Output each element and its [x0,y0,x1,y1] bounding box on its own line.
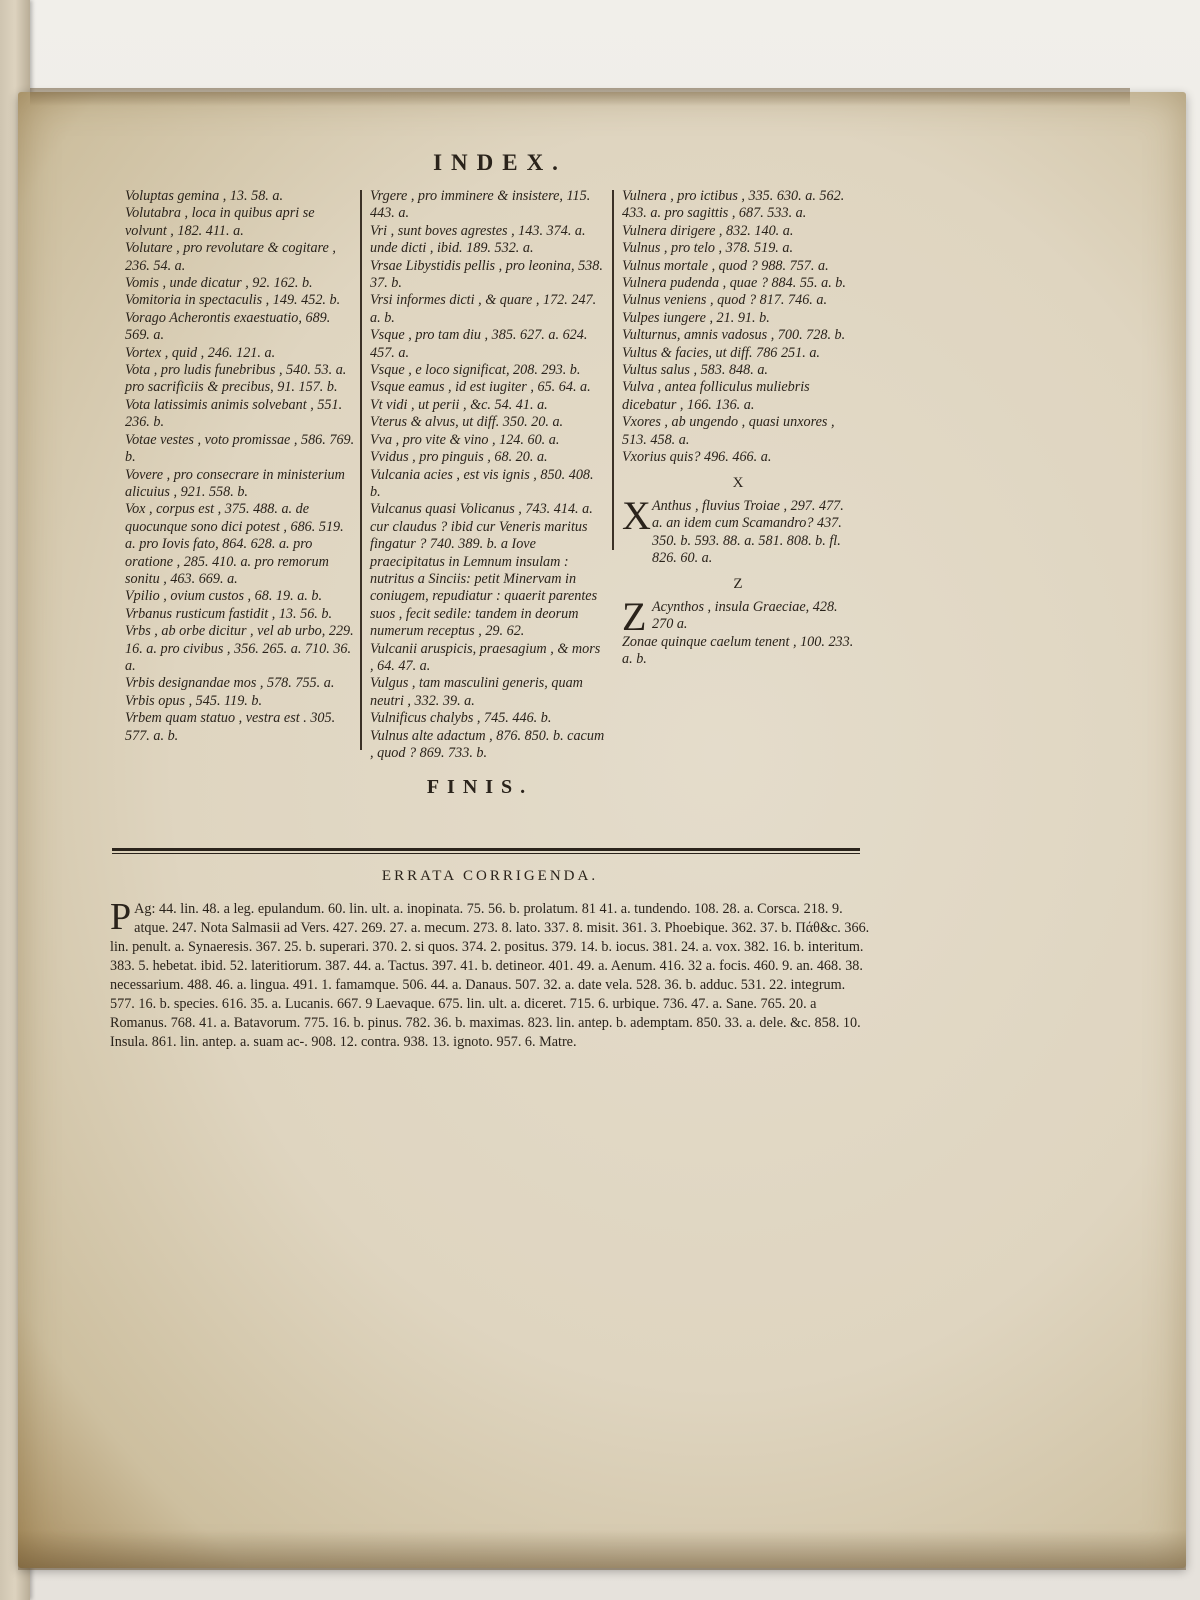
index-entry: Vota , pro ludis funebribus , 540. 53. a. pro sacrificiis & precibus, 91. 157. b. [125,362,347,396]
index-entry: Vulnus veniens , quod ? 817. 746. a. [622,292,828,309]
index-entry: Vrsi informes dicti , & quare , 172. 247. a. b. [370,292,597,326]
index-column-1 [125,188,357,745]
index-entry: Vorago Acherontis exaestuatio, 689. 569. a. [125,309,331,344]
index-entry: Volutabra , loca in quibus apri se volvunt , 182. 411. a. [125,205,315,239]
index-entry: Vultus salus , 583. 848. a. [622,362,768,379]
index-entry: Vrgere , pro imminere & insistere, 115. 443. a. [370,188,591,222]
index-entry: Vrsae Libystidis pellis , pro leonina, 538. 37. b. [370,257,603,292]
index-entry: Vulpes iungere , 21. 91. b. [622,309,770,326]
index-entry: Vsque , e loco significat, 208. 293. b. [370,362,581,379]
section-rule-thin [112,853,860,854]
column-divider-1 [360,190,362,750]
index-entry: Vulnus mortale , quod ? 988. 757. a. [622,257,829,274]
section-letter-z: Z [733,575,743,592]
page-top-shadow [30,88,1130,106]
drop-cap-z: Z [622,593,647,639]
section-letter-x: X [732,474,744,491]
index-entry: Vox , corpus est , 375. 488. a. de quocunque sono dici potest , 686. 519. a. pro Iovis fato, 864. 628. a. pro oratione , 285. 410. a. pro remorum sonitu , 463. 669. a. [125,501,344,587]
index-entry: Vultus & facies, ut diff. 786 251. a. [622,344,820,361]
index-entry: Vrbem quam statuo , vestra est . 305. 577. a. b. [125,710,336,744]
index-entry: Vrbis opus , 545. 119. b. [125,692,263,709]
index-entry: Vulnera dirigere , 832. 140. a. [622,222,794,239]
index-entry: Vri , sunt boves agrestes , 143. 374. a. unde dicti , ibid. 189. 532. a. [370,222,586,257]
drop-cap-x: X [622,492,651,538]
x-entry-text: Anthus , fluvius Troiae , 297. 477. a. an idem cum Scamandro? 437. 350. b. 593. 88. a. 581. 808. b. fl. 826. 60. a. [652,497,844,567]
index-entry: Vrbs , ab orbe dicitur , vel ab urbo, 229. 16. a. pro civibus , 356. 265. a. 710. 36. a. [125,623,354,674]
index-entry: Vulcanii aruspicis, praesagium , & mors , 64. 47. a. [370,640,601,674]
index-entry: Vomis , unde dicatur , 92. 162. b. [125,275,313,292]
index-entry: Vterus & alvus, ut diff. 350. 20. a. [370,414,564,431]
errata-body [110,896,870,1052]
index-entry: Vrbanus rusticum fastidit , 13. 56. b. [125,605,333,622]
index-entry: Vxores , ab ungendo , quasi unxores , 513. 458. a. [622,414,835,448]
index-entry: Vulnificus chalybs , 745. 446. b. [370,710,552,727]
index-entry: Volutare , pro revolutare & cogitare , 236. 54. a. [125,240,336,274]
index-entry: Vomitoria in spectaculis , 149. 452. b. [125,292,341,309]
errata-title: ERRATA CORRIGENDA. [381,868,599,884]
index-entry: Vulva , antea folliculus muliebris dicebatur , 166. 136. a. [622,379,810,413]
index-entry: Vva , pro vite & vino , 124. 60. a. [370,431,560,448]
column-divider-2 [612,190,614,550]
section-rule [112,848,860,851]
index-entry: Zonae quinque caelum tenent , 100. 233. a. b. [622,633,854,668]
index-column-3 [622,188,854,669]
index-entry: Vsque eamus , id est iugiter , 65. 64. a. [370,379,591,396]
index-entry: Vulgus , tam masculini generis, quam neutri , 332. 39. a. [370,675,583,709]
index-entry: Vovere , pro consecrare in ministerium alicuius , 921. 558. b. [125,466,345,500]
index-entry: Vulnus alte adactum , 876. 850. b. cacum , quod ? 869. 733. b. [370,727,605,761]
finis-heading: FINIS. [426,776,534,798]
index-entry: Vt vidi , ut perii , &c. 54. 41. a. [370,396,548,413]
index-entry: Vulnera pudenda , quae ? 884. 55. a. b. [622,275,846,292]
index-title: INDEX. [433,150,567,175]
z-entry [622,593,854,639]
index-entry: Vrbis designandae mos , 578. 755. a. [125,675,335,692]
index-entry: Vulcanus quasi Volicanus , 743. 414. a. cur claudus ? ibid cur Veneris maritus fingatur ? 740. 389. b. a Iove praecipitatus in Lemnum insulam : nutritus a Sinciis: petit Minervam in coniugem, repudiatur : quaerit parentes suos , fecit sedile: tandem in deorum numerum receptus , 29. 62. [370,501,598,640]
index-entry: Vulnera , pro ictibus , 335. 630. a. 562. 433. a. pro sagittis , 687. 533. a. [622,188,845,222]
z-entry-text: Acynthos , insula Graeciae, 428. 270 a. [652,598,838,633]
x-entry [622,492,854,568]
index-entry: Vulturnus, amnis vadosus , 700. 728. b. [622,327,846,344]
index-column-2 [370,188,606,762]
index-entry: Vota latissimis animis solvebant , 551. 236. b. [125,396,343,431]
index-entry: Vortex , quid , 246. 121. a. [125,344,276,361]
index-entry: Vulnus , pro telo , 378. 519. a. [622,240,794,257]
errata-text: Ag: 44. lin. 48. a leg. epulandum. 60. lin. ult. a. inopinata. 75. 56. b. prolatum. 81 41. a. tundendo. 108. 28. a. Corsca. 218. 9. atque. 247. Nota Salmasii ad Vers. 427. 269. 27. a. mecum. 273. 8. lato. 337. 8. misit. 361. 3. Phoebique. 362. 37. b. Πάθ&c. 366. lin. penult. a. Synaeresis. 367. 25. b. superari. 370. 2. si quos. 374. 2. positus. 379. 14. b. iocus. 381. 24. a. vox. 382. 16. b. interitum. 383. 5. hebetat. ibid. 52. lateritiorum. 387. 44. a. Tactus. 397. 41. b. detineor. 401. 49. a. Aenum. 416. 32 a. focis. 460. 9. an. 468. 38. necessarium. 488. 46. a. lingua. 491. 1. famamque. 506. 44. a. Danaus. 507. 32. a. date vela. 528. 36. b. adduc. 531. 22. integrum. 577. 16. b. species. 616. 35. a. Lucanis. 667. 9 Laevaque. 675. lin. ult. a. diceret. 715. 6. urbique. 736. 47. a. Sane. 765. 20. a Romanus. 768. 41. a. Batavorum. 775. 16. b. pinus. 782. 36. b. maximas. 823. lin. antep. b. ademptam. 850. 33. a. dele. &c. 858. 10. Insula. 861. lin. antep. a. suam ac-. 908. 12. contra. 938. 13. ignoto. 957. 6. Matre. [110,901,870,1050]
index-entry: Vpilio , ovium custos , 68. 19. a. b. [125,588,323,605]
index-entry: Vsque , pro tam diu , 385. 627. a. 624. 457. a. [370,327,588,361]
errata-drop-cap: P [110,896,132,938]
index-entry: Vxorius quis? 496. 466. a. [622,449,772,466]
index-entry: Votae vestes , voto promissae , 586. 769. b. [125,431,355,466]
page-bottom-shadow [18,1530,1186,1570]
index-entry: Voluptas gemina , 13. 58. a. [125,188,284,204]
index-entry: Vvidus , pro pinguis , 68. 20. a. [370,449,548,466]
index-entry: Vulcania acies , est vis ignis , 850. 408. b. [370,466,594,500]
